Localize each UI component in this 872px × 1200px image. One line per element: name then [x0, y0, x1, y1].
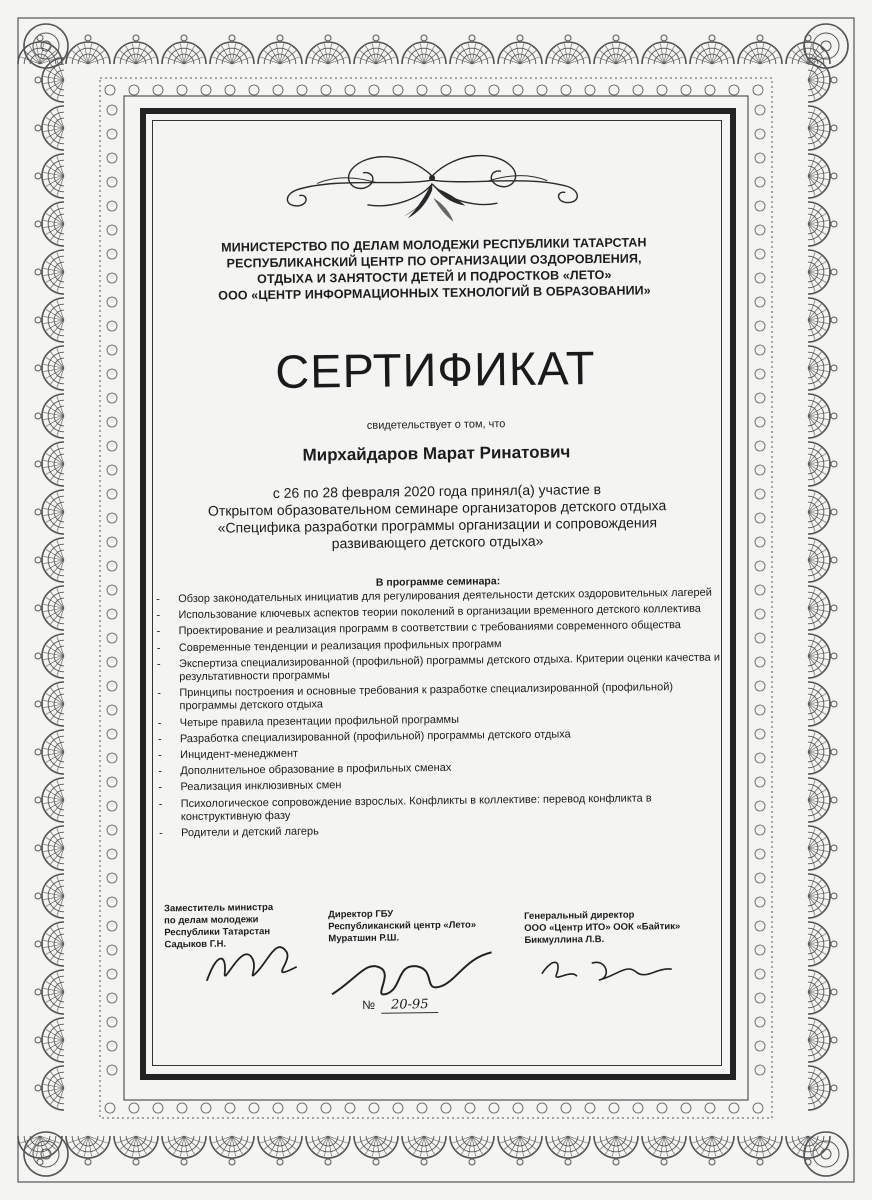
flourish-ornament-icon	[257, 144, 608, 238]
bullet-dash: -	[156, 609, 161, 622]
signatory-general-director	[524, 909, 680, 947]
program-item	[153, 681, 725, 714]
bullet-dash: -	[156, 641, 161, 655]
signatory-line: ООО «Центр ИТО» ООК «Байтик»	[524, 921, 681, 934]
event-line: «Специфика разработки программы организации и сопровождения	[217, 514, 658, 536]
bullet-dash: -	[158, 765, 163, 778]
organization-line: ООО «ЦЕНТР ИНФОРМАЦИОННЫХ ТЕХНОЛОГИЙ В ОБРАЗОВАНИИ»	[218, 283, 651, 303]
bullet-dash: -	[158, 749, 162, 762]
signatory-line: Муратшин Р.Ш.	[328, 932, 400, 945]
organization-line: РЕСПУБЛИКАНСКИЙ ЦЕНТР ПО ОРГАНИЗАЦИИ ОЗДОРОВЛЕНИЯ,	[226, 251, 642, 271]
program-item-text: Разработка специализированной (профильной) программы детского отдыха	[179, 728, 571, 745]
bullet-dash: -	[156, 625, 161, 638]
program-item	[155, 821, 727, 841]
signatory-line: Республиканский центр «Лето»	[328, 919, 477, 933]
program-item-text: Инцидент-менеджмент	[180, 747, 299, 762]
signatory-line: Директор ГБУ	[328, 908, 394, 921]
bullet-dash: -	[156, 658, 161, 671]
bullet-dash: -	[158, 781, 163, 794]
signature-scribble-icon	[537, 947, 677, 989]
program-item-text: Четыре правила презентации профильной программы	[179, 713, 460, 729]
event-line: с 26 по 28 февраля 2020 года принял(а) участие в	[272, 480, 602, 501]
signatory-line: Заместитель министра	[163, 902, 274, 915]
program-item-text: Проектирование и реализация программ в соответствии с требованиями современного общества	[178, 619, 681, 638]
program-item-text: Обзор законодательных инициатив для регулирования деятельности детских оздоровительных лагерей	[178, 586, 712, 606]
program-item	[153, 651, 725, 684]
program-item-text: Современные тенденции и реализация профильных программ	[178, 637, 502, 654]
signatory-line: по делам молодежи	[164, 914, 259, 927]
certificate-content	[147, 137, 730, 1064]
program-item-text: Принципы построения и основные требования к разработке специализированной (профильной) программы детского отдыха	[179, 681, 674, 713]
program-item-text: Родители и детский лагерь	[181, 825, 319, 840]
organization-line: ОТДЫХА И ЗАНЯТОСТИ ДЕТЕЙ И ПОДРОСТКОВ «ЛЕТО»	[257, 267, 612, 287]
issuing-organizations	[148, 234, 721, 305]
bullet-dash: -	[157, 717, 162, 730]
event-line: Открытом образовательном семинаре организаторов детского отдыха	[207, 497, 667, 519]
witness-text: свидетельствует о том, что	[366, 418, 506, 432]
bullet-dash: -	[158, 798, 163, 811]
certificate-title: СЕРТИФИКАТ	[274, 341, 596, 398]
number-label: №	[362, 997, 376, 1012]
program-list	[152, 586, 727, 843]
event-line: развивающего детского отдыха»	[331, 532, 544, 552]
organization-line: МИНИСТЕРСТВО ПО ДЕЛАМ МОЛОДЕЖИ РЕСПУБЛИКИ ТАТАРСТАН	[221, 235, 647, 255]
number-value: 20-95	[381, 997, 439, 1014]
certificate-number	[362, 997, 439, 1013]
program-heading: В программе семинара:	[375, 575, 501, 589]
program-item	[155, 791, 727, 824]
bullet-dash: -	[156, 593, 160, 606]
signature-scribble-icon	[196, 932, 307, 993]
program-item-text: Экспертиза специализированной (профильной) программы детского отдыха. Критерии оценки качества и результативности программы	[178, 651, 721, 684]
bullet-dash: -	[159, 827, 163, 840]
program-item-text: Реализация инклюзивных смен	[180, 779, 342, 794]
program-item-text: Использование ключевых аспектов теории поколений в организации временного детского коллектива	[178, 602, 701, 622]
program-item-text: Дополнительное образование в профильных сменах	[180, 762, 452, 778]
signatory-director	[328, 908, 476, 946]
event-description	[151, 480, 724, 555]
bullet-dash: -	[157, 733, 162, 746]
signatory-line: Садыков Г.Н.	[164, 938, 227, 951]
signatory-line: Республики Татарстан	[164, 926, 271, 939]
bullet-dash: -	[157, 687, 162, 700]
program-item-text: Психологическое сопровождение взрослых. Конфликты в коллективе: перевод конфликта в конструктивную фазу	[180, 792, 652, 823]
signatory-line: Генеральный директор	[524, 909, 635, 922]
signatory-line: Бикмуллина Л.В.	[524, 933, 605, 946]
recipient-name: Мирхайдаров Марат Ринатович	[302, 442, 571, 465]
